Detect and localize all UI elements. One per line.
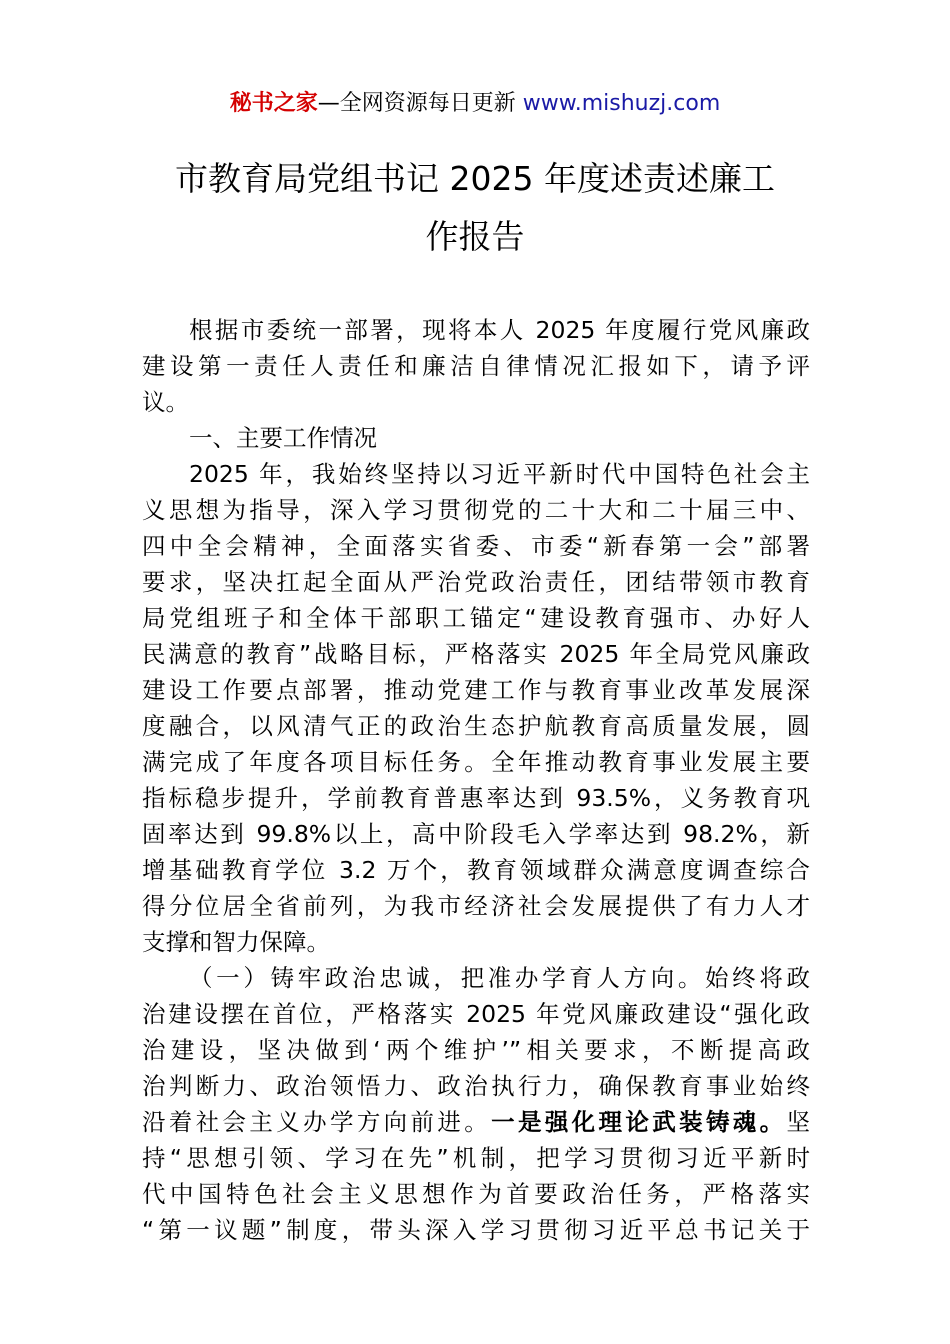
- text-line: 治建设摆在首位，严格落实 2025 年党风廉政建设“强化政: [142, 1000, 810, 1028]
- text-line: 四中全会精神，全面落实省委、市委“新春第一会”部署: [142, 532, 810, 560]
- text-line: 局党组班子和全体干部职工锚定“建设教育强市、办好人: [142, 604, 810, 632]
- header-tagline: —全网资源每日更新: [317, 91, 523, 116]
- text-line: 治建设，坚决做到‘两个维护’”相关要求，不断提高政: [142, 1036, 810, 1064]
- part-1-paragraph: [142, 960, 810, 1248]
- text-line: 指标稳步提升，学前教育普惠率达到 93.5%，义务教育巩: [142, 784, 810, 812]
- text-line: 支撑和智力保障。: [142, 928, 330, 956]
- text-line: 度融合，以风清气正的政治生态护航教育高质量发展，圆: [142, 712, 810, 740]
- text-line: 民满意的教育”战略目标，严格落实 2025 年全局党风廉政: [142, 640, 810, 668]
- text-line: “第一议题”制度，带头深入学习贯彻习近平总书记关于: [142, 1216, 810, 1244]
- text-line: 要求，坚决扛起全面从严治党政治责任，团结带领市教育: [142, 568, 810, 596]
- title-line-2: 作报告: [425, 217, 525, 256]
- bold-subheading: 一是强化理论武装铸魂。: [491, 1108, 787, 1136]
- intro-paragraph: [142, 312, 810, 420]
- text-line: 根据市委统一部署，现将本人 2025 年度履行党风廉政: [189, 316, 810, 344]
- document-body: [142, 312, 810, 1248]
- document-title: [120, 150, 830, 266]
- text-run: 坚: [786, 1108, 811, 1136]
- site-header: [0, 88, 950, 120]
- text-line: 2025 年，我始终坚持以习近平新时代中国特色社会主: [189, 460, 810, 488]
- title-line-1: 市教育局党组书记 2025 年度述责述廉工: [175, 159, 775, 198]
- overview-paragraph: [142, 456, 810, 960]
- site-url-link[interactable]: www.mishuzj.com: [522, 91, 721, 116]
- text-line: 建设第一责任人责任和廉洁自律情况汇报如下，请予评: [142, 352, 810, 380]
- text-line: 治判断力、政治领悟力、政治执行力，确保教育事业始终: [142, 1072, 810, 1100]
- text-line: 固率达到 99.8%以上，高中阶段毛入学率达到 98.2%，新: [142, 820, 810, 848]
- text-line: 代中国特色社会主义思想作为首要政治任务，严格落实: [142, 1180, 810, 1208]
- text-line: 持“思想引领、学习在先”机制，把学习贯彻习近平新时: [142, 1144, 810, 1172]
- section-1-heading: 一、主要工作情况: [189, 424, 377, 452]
- section-heading: [142, 420, 810, 456]
- brand-name: 秘书之家: [229, 91, 318, 116]
- text-line: 议。: [142, 388, 189, 416]
- text-line-with-bold: [142, 1104, 810, 1140]
- text-line: 建设工作要点部署，推动党建工作与教育事业改革发展深: [142, 676, 810, 704]
- text-line: 义思想为指导，深入学习贯彻党的二十大和二十届三中、: [142, 496, 810, 524]
- text-line: 增基础教育学位 3.2 万个，教育领域群众满意度调查综合: [142, 856, 810, 884]
- text-run: 沿着社会主义办学方向前进。: [142, 1108, 492, 1136]
- text-line: 得分位居全省前列，为我市经济社会发展提供了有力人才: [142, 892, 810, 920]
- text-line: （一）铸牢政治忠诚，把准办学育人方向。始终将政: [189, 964, 810, 992]
- text-line: 满完成了年度各项目标任务。全年推动教育事业发展主要: [142, 748, 810, 776]
